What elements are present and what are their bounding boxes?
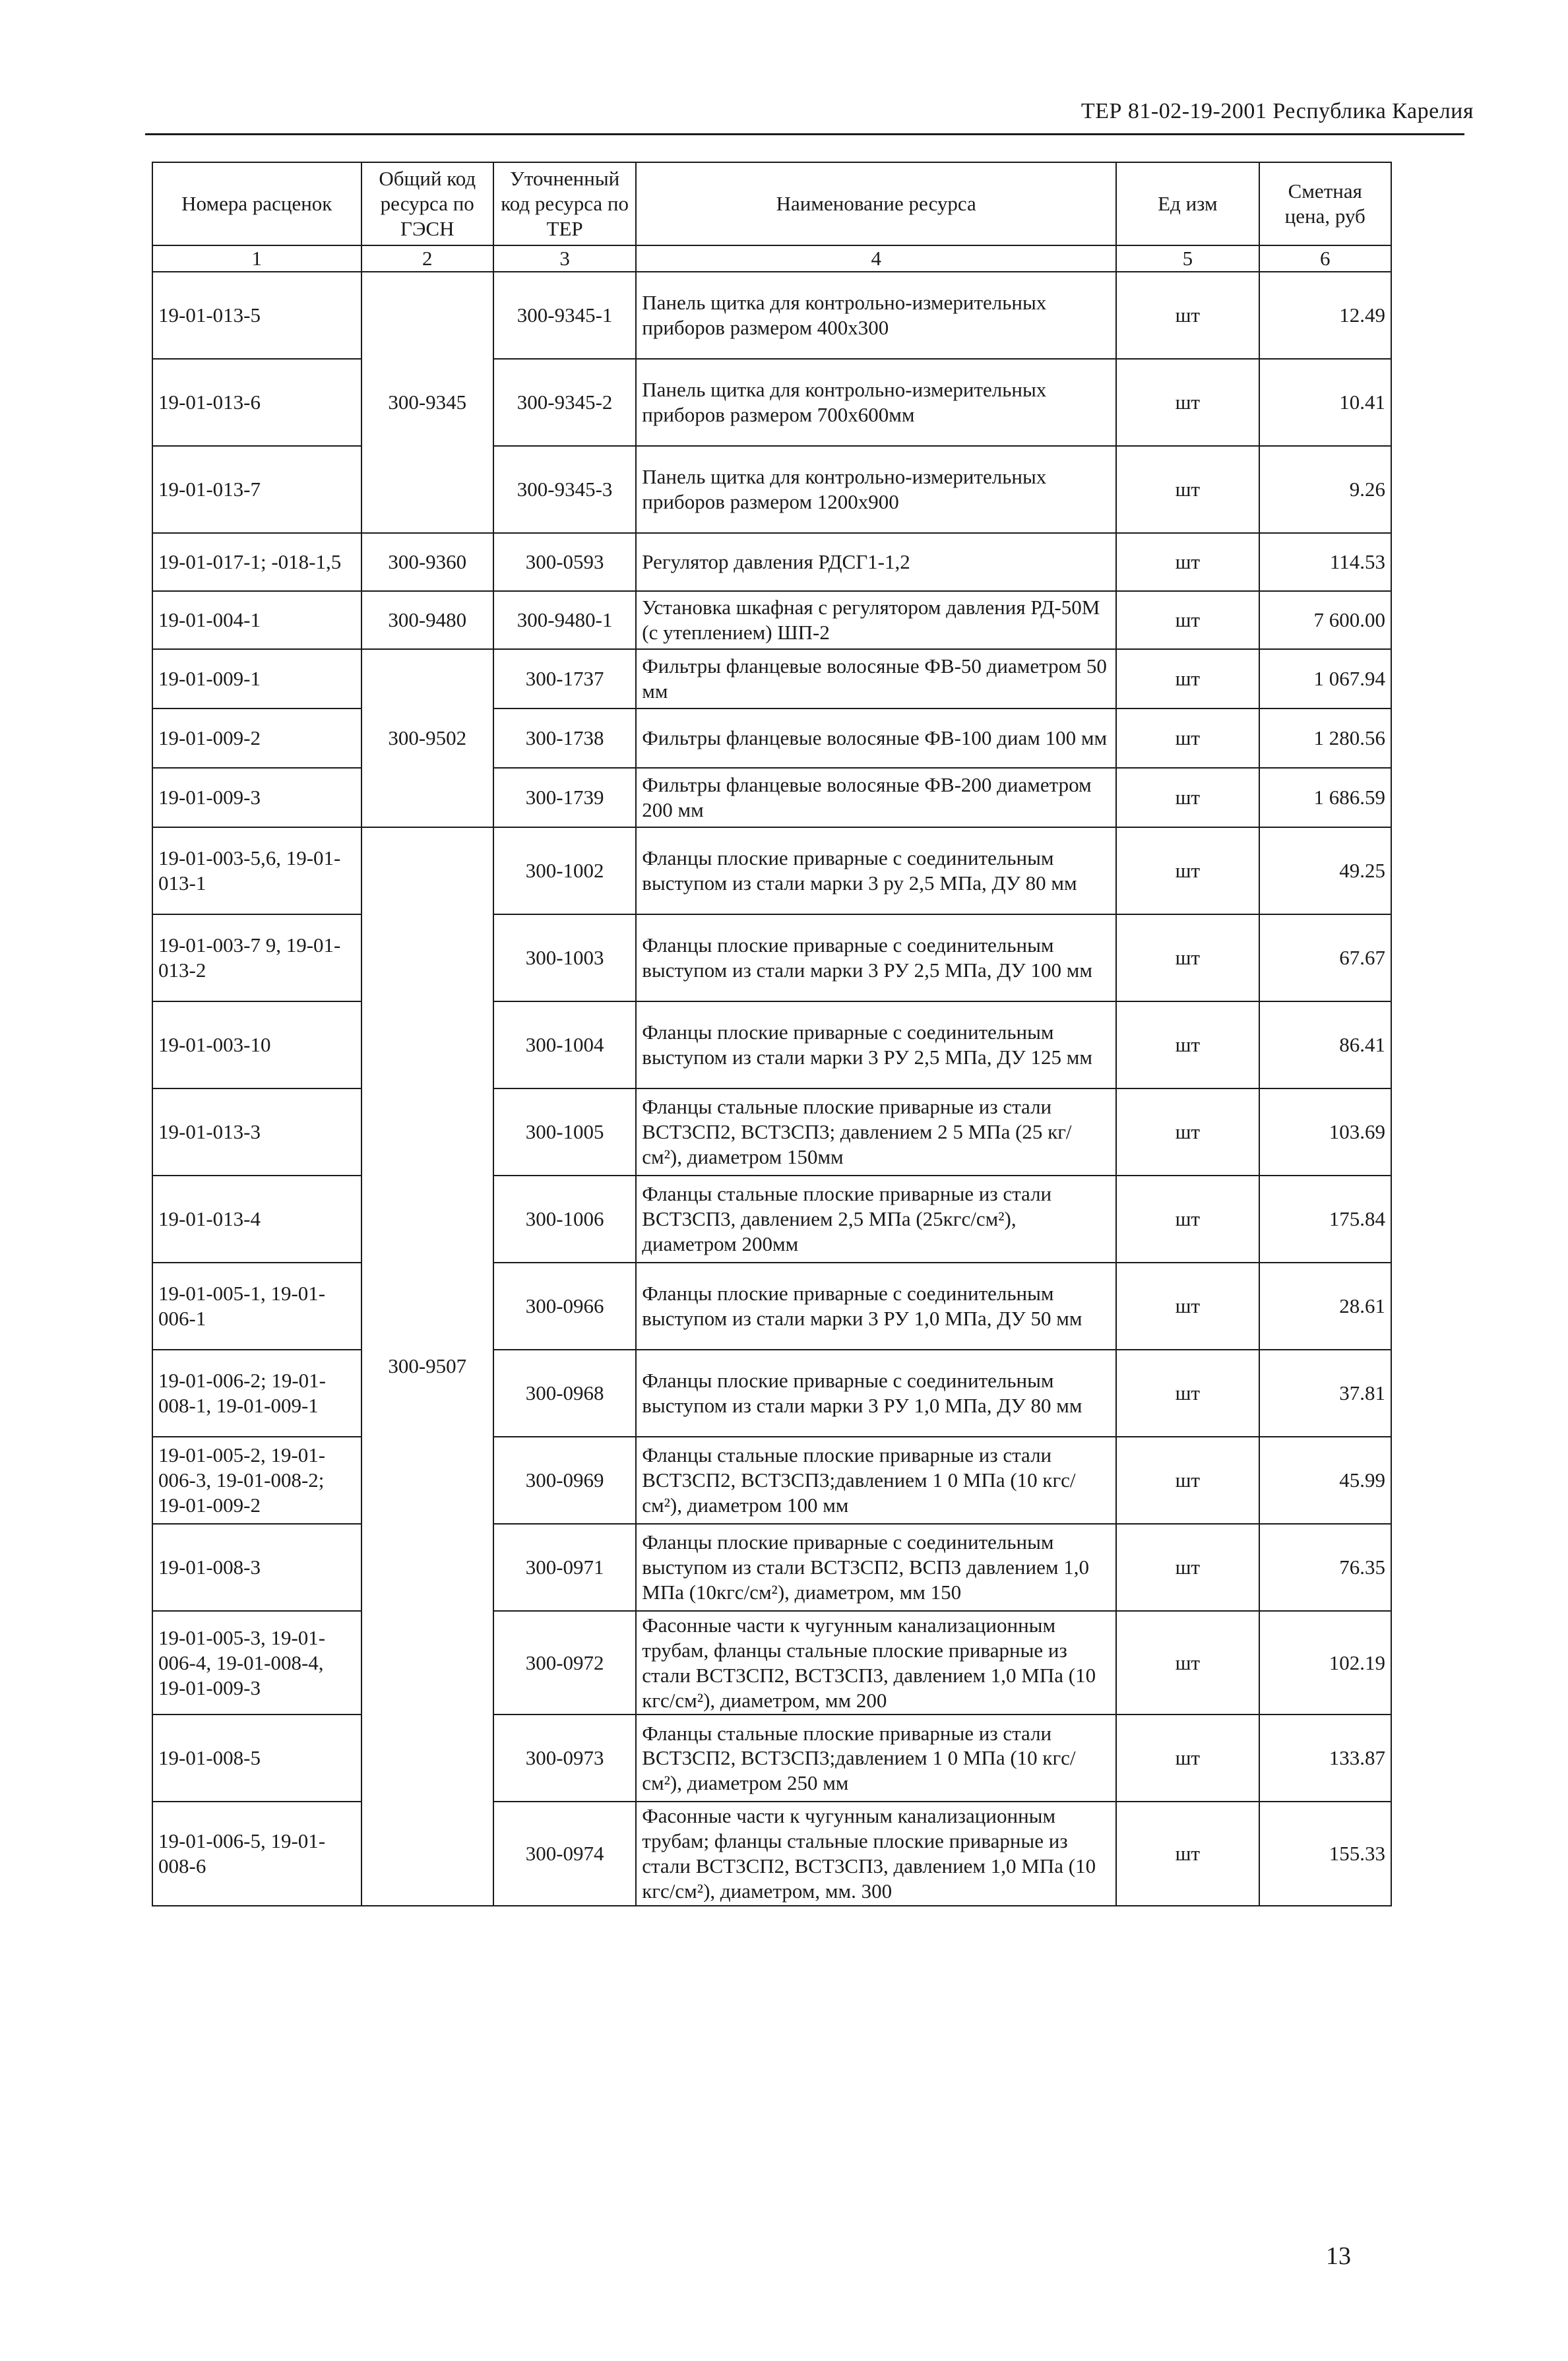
- table-row: [152, 591, 1391, 649]
- column-header: Номера расценок: [152, 162, 361, 245]
- column-header: Наименование ресурса: [636, 162, 1116, 245]
- column-number: 6: [1259, 245, 1391, 272]
- column-number: 1: [152, 245, 361, 272]
- price-cell: 1 067.94: [1259, 649, 1391, 708]
- rate-number-cell: 19-01-008-3: [152, 1524, 361, 1611]
- unit-cell: шт: [1116, 533, 1259, 591]
- resource-name-cell: Фильтры фланцевые волосяные ФВ-200 диаметром 200 мм: [636, 768, 1116, 827]
- rate-number-cell: 19-01-013-3: [152, 1088, 361, 1176]
- price-cell: 12.49: [1259, 272, 1391, 359]
- unit-cell: шт: [1116, 1350, 1259, 1437]
- rate-number-cell: 19-01-003-10: [152, 1001, 361, 1088]
- gesn-code-cell: 300-9360: [361, 533, 493, 591]
- rate-number-cell: 19-01-013-7: [152, 446, 361, 533]
- rate-number-cell: 19-01-005-3, 19-01-006-4, 19-01-008-4, 19-01-009-3: [152, 1611, 361, 1715]
- document-header-title: ТЕР 81-02-19-2001 Республика Карелия: [1081, 99, 1474, 123]
- column-number: 5: [1116, 245, 1259, 272]
- ter-code-cell: 300-9345-1: [493, 272, 636, 359]
- price-cell: 28.61: [1259, 1263, 1391, 1350]
- price-cell: 133.87: [1259, 1715, 1391, 1802]
- unit-cell: шт: [1116, 1263, 1259, 1350]
- rate-number-cell: 19-01-005-1, 19-01-006-1: [152, 1263, 361, 1350]
- price-cell: 45.99: [1259, 1437, 1391, 1524]
- table-row: [152, 359, 1391, 446]
- unit-cell: шт: [1116, 1715, 1259, 1802]
- rate-number-cell: 19-01-009-3: [152, 768, 361, 827]
- ter-code-cell: 300-9345-3: [493, 446, 636, 533]
- price-cell: 155.33: [1259, 1802, 1391, 1905]
- table-row: [152, 1715, 1391, 1802]
- resource-name-cell: Регулятор давления РДСГ1-1,2: [636, 533, 1116, 591]
- unit-cell: шт: [1116, 1611, 1259, 1715]
- table-row: [152, 272, 1391, 359]
- table-header-row: [152, 162, 1391, 245]
- resource-name-cell: Фланцы стальные плоские приварные из стали ВСТ3СП2, ВСТ3СП3; давлением 2 5 МПа (25 кг/см²), диаметром 150мм: [636, 1088, 1116, 1176]
- ter-code-cell: 300-1006: [493, 1176, 636, 1263]
- resource-name-cell: Панель щитка для контрольно-измерительных приборов размером 700х600мм: [636, 359, 1116, 446]
- unit-cell: шт: [1116, 1088, 1259, 1176]
- price-cell: 102.19: [1259, 1611, 1391, 1715]
- price-cell: 175.84: [1259, 1176, 1391, 1263]
- unit-cell: шт: [1116, 272, 1259, 359]
- table-row: [152, 768, 1391, 827]
- table-row: [152, 1350, 1391, 1437]
- resource-name-cell: Фильтры фланцевые волосяные ФВ-50 диаметром 50 мм: [636, 649, 1116, 708]
- rate-number-cell: 19-01-004-1: [152, 591, 361, 649]
- ter-code-cell: 300-9345-2: [493, 359, 636, 446]
- rate-number-cell: 19-01-003-5,6, 19-01-013-1: [152, 827, 361, 914]
- resource-name-cell: Фланцы стальные плоские приварные из стали ВСТ3СП2, ВСТ3СП3;давлением 1 0 МПа (10 кгс/см²), диаметром 100 мм: [636, 1437, 1116, 1524]
- resource-name-cell: Фланцы плоские приварные с соединительным выступом из стали марки 3 РУ 1,0 МПа, ДУ 80 мм: [636, 1350, 1116, 1437]
- table-body: [152, 272, 1391, 1906]
- ter-code-cell: 300-0973: [493, 1715, 636, 1802]
- price-cell: 10.41: [1259, 359, 1391, 446]
- unit-cell: шт: [1116, 591, 1259, 649]
- unit-cell: шт: [1116, 1437, 1259, 1524]
- unit-cell: шт: [1116, 1802, 1259, 1905]
- unit-cell: шт: [1116, 1001, 1259, 1088]
- price-cell: 114.53: [1259, 533, 1391, 591]
- price-cell: 103.69: [1259, 1088, 1391, 1176]
- resource-name-cell: Фланцы плоские приварные с соединительным выступом из стали марки 3 ру 2,5 МПа, ДУ 80 мм: [636, 827, 1116, 914]
- resource-name-cell: Фланцы стальные плоские приварные из стали ВСТ3СП3, давлением 2,5 МПа (25кгс/см²), диаметром 200мм: [636, 1176, 1116, 1263]
- table-row: [152, 827, 1391, 914]
- unit-cell: шт: [1116, 768, 1259, 827]
- rate-number-cell: 19-01-003-7 9, 19-01-013-2: [152, 914, 361, 1001]
- rate-number-cell: 19-01-017-1; -018-1,5: [152, 533, 361, 591]
- page-number: 13: [1326, 2242, 1351, 2270]
- column-number: 2: [361, 245, 493, 272]
- unit-cell: шт: [1116, 649, 1259, 708]
- resource-name-cell: Фланцы плоские приварные с соединительным выступом из стали марки 3 РУ 2,5 МПа, ДУ 125 мм: [636, 1001, 1116, 1088]
- price-cell: 86.41: [1259, 1001, 1391, 1088]
- unit-cell: шт: [1116, 1524, 1259, 1611]
- gesn-code-cell: 300-9507: [361, 827, 493, 1906]
- price-cell: 37.81: [1259, 1350, 1391, 1437]
- unit-cell: шт: [1116, 1176, 1259, 1263]
- table-row: [152, 1001, 1391, 1088]
- resource-name-cell: Панель щитка для контрольно-измерительных приборов размером 1200х900: [636, 446, 1116, 533]
- price-cell: 7 600.00: [1259, 591, 1391, 649]
- resource-name-cell: Панель щитка для контрольно-измерительных приборов размером 400х300: [636, 272, 1116, 359]
- ter-code-cell: 300-1003: [493, 914, 636, 1001]
- price-cell: 9.26: [1259, 446, 1391, 533]
- unit-cell: шт: [1116, 708, 1259, 768]
- unit-cell: шт: [1116, 446, 1259, 533]
- resource-name-cell: Фланцы плоские приварные с соединительным выступом из стали марки 3 РУ 2,5 МПа, ДУ 100 мм: [636, 914, 1116, 1001]
- resource-name-cell: Установка шкафная с регулятором давления РД-50М (с утеплением) ШП-2: [636, 591, 1116, 649]
- table-row: [152, 1611, 1391, 1715]
- price-cell: 67.67: [1259, 914, 1391, 1001]
- rate-number-cell: 19-01-013-6: [152, 359, 361, 446]
- rate-number-cell: 19-01-006-5, 19-01-008-6: [152, 1802, 361, 1905]
- ter-code-cell: 300-1004: [493, 1001, 636, 1088]
- ter-code-cell: 300-0971: [493, 1524, 636, 1611]
- ter-code-cell: 300-1738: [493, 708, 636, 768]
- ter-code-cell: 300-0968: [493, 1350, 636, 1437]
- resource-name-cell: Фасонные части к чугунным канализационным трубам, фланцы стальные плоские приварные из стали ВСТ3СП2, ВСТ3СП3, давлением 1,0 МПа (10 кгс/см²), диаметром, мм 200: [636, 1611, 1116, 1715]
- ter-code-cell: 300-0593: [493, 533, 636, 591]
- ter-code-cell: 300-1002: [493, 827, 636, 914]
- resource-name-cell: Фланцы плоские приварные с соединительным выступом из стали марки 3 РУ 1,0 МПа, ДУ 50 мм: [636, 1263, 1116, 1350]
- header-rule: [145, 133, 1464, 135]
- unit-cell: шт: [1116, 359, 1259, 446]
- resource-name-cell: Фильтры фланцевые волосяные ФВ-100 диам 100 мм: [636, 708, 1116, 768]
- rate-number-cell: 19-01-013-4: [152, 1176, 361, 1263]
- ter-code-cell: 300-0966: [493, 1263, 636, 1350]
- unit-cell: шт: [1116, 914, 1259, 1001]
- rate-number-cell: 19-01-008-5: [152, 1715, 361, 1802]
- ter-code-cell: 300-0972: [493, 1611, 636, 1715]
- rate-number-cell: 19-01-013-5: [152, 272, 361, 359]
- rate-number-cell: 19-01-009-1: [152, 649, 361, 708]
- column-header: Ед изм: [1116, 162, 1259, 245]
- table-row: [152, 1802, 1391, 1905]
- table-row: [152, 1176, 1391, 1263]
- column-number: 3: [493, 245, 636, 272]
- table-row: [152, 649, 1391, 708]
- table-row: [152, 1524, 1391, 1611]
- gesn-code-cell: 300-9345: [361, 272, 493, 533]
- column-header: Сметная цена, руб: [1259, 162, 1391, 245]
- rate-number-cell: 19-01-009-2: [152, 708, 361, 768]
- table-row: [152, 1088, 1391, 1176]
- resource-name-cell: Фланцы стальные плоские приварные из стали ВСТ3СП2, ВСТ3СП3;давлением 1 0 МПа (10 кгс/см²), диаметром 250 мм: [636, 1715, 1116, 1802]
- ter-code-cell: 300-1739: [493, 768, 636, 827]
- ter-code-cell: 300-1005: [493, 1088, 636, 1176]
- table-row: [152, 708, 1391, 768]
- rate-number-cell: 19-01-005-2, 19-01-006-3, 19-01-008-2; 19-01-009-2: [152, 1437, 361, 1524]
- table-row: [152, 1437, 1391, 1524]
- price-cell: 1 686.59: [1259, 768, 1391, 827]
- table-row: [152, 1263, 1391, 1350]
- table-row: [152, 533, 1391, 591]
- table-row: [152, 446, 1391, 533]
- ter-code-cell: 300-0974: [493, 1802, 636, 1905]
- resource-name-cell: Фланцы плоские приварные с соединительным выступом из стали ВСТ3СП2, ВСП3 давлением 1,0 МПа (10кгс/см²), диаметром, мм 150: [636, 1524, 1116, 1611]
- column-header: Общий код ресурса по ГЭСН: [361, 162, 493, 245]
- resource-name-cell: Фасонные части к чугунным канализационным трубам; фланцы стальные плоские приварные из стали ВСТ3СП2, ВСТ3СП3, давлением 1,0 МПа (10 кгс/см²), диаметром, мм. 300: [636, 1802, 1116, 1905]
- ter-code-cell: 300-1737: [493, 649, 636, 708]
- column-number-row: [152, 245, 1391, 272]
- ter-code-cell: 300-9480-1: [493, 591, 636, 649]
- price-cell: 1 280.56: [1259, 708, 1391, 768]
- ter-code-cell: 300-0969: [493, 1437, 636, 1524]
- rate-number-cell: 19-01-006-2; 19-01-008-1, 19-01-009-1: [152, 1350, 361, 1437]
- unit-cell: шт: [1116, 827, 1259, 914]
- resource-price-table: [152, 162, 1392, 1906]
- table-row: [152, 914, 1391, 1001]
- column-number: 4: [636, 245, 1116, 272]
- price-cell: 76.35: [1259, 1524, 1391, 1611]
- gesn-code-cell: 300-9480: [361, 591, 493, 649]
- price-cell: 49.25: [1259, 827, 1391, 914]
- column-header: Уточненный код ресурса по ТЕР: [493, 162, 636, 245]
- gesn-code-cell: 300-9502: [361, 649, 493, 827]
